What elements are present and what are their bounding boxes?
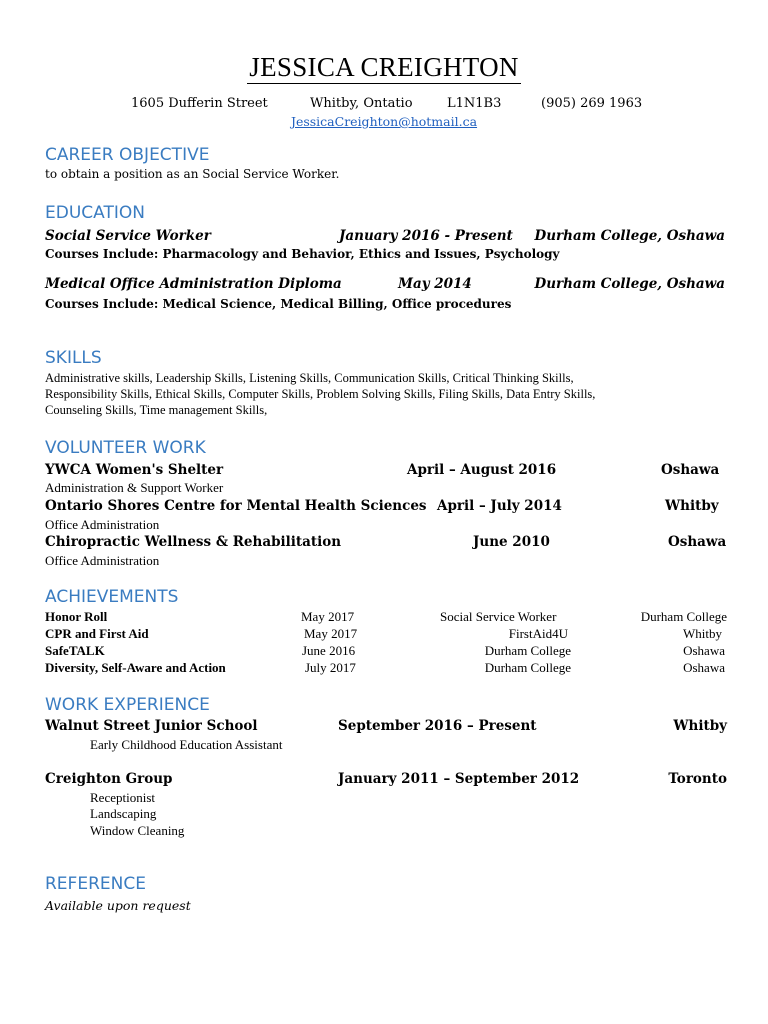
phone-number: (905) 269 1963	[541, 96, 643, 111]
achievement-date: May 2017	[301, 609, 355, 624]
skills-line: Responsibility Skills, Ethical Skills, Computer Skills, Problem Solving Skills, Filing Skills, Data Entry Skills,	[45, 387, 596, 401]
achievement-source: Social Service Worker	[440, 609, 557, 624]
volunteer-location: Oshawa	[661, 462, 720, 478]
volunteer-dates: April – July 2014	[437, 498, 562, 514]
work-role: Receptionist	[90, 790, 155, 805]
resume-name	[0, 52, 768, 83]
work-employer: Creighton Group	[45, 771, 173, 787]
street-address: 1605 Dufferin Street	[131, 96, 268, 111]
career-objective-text: to obtain a position as an Social Service Worker.	[45, 167, 340, 181]
achievement-location: Oshawa	[683, 643, 725, 658]
achievement-date: May 2017	[304, 626, 358, 641]
volunteer-dates: June 2010	[473, 534, 550, 550]
volunteer-org: Ontario Shores Centre for Mental Health Sciences	[45, 498, 427, 514]
volunteer-location: Oshawa	[668, 534, 727, 550]
email-link[interactable]: JessicaCreighton@hotmail.ca	[290, 114, 478, 129]
volunteer-org: Chiropractic Wellness & Rehabilitation	[45, 534, 342, 550]
education-dates: May 2014	[398, 276, 472, 292]
achievements-heading: ACHIEVEMENTS	[45, 587, 179, 607]
work-experience-heading: WORK EXPERIENCE	[45, 695, 210, 715]
achievement-date: June 2016	[302, 643, 356, 658]
work-dates: January 2011 – September 2012	[338, 771, 580, 787]
name-text: JESSICA CREIGHTON	[249, 52, 519, 82]
work-role: Early Childhood Education Assistant	[90, 737, 283, 752]
work-location: Toronto	[668, 771, 727, 787]
volunteer-dates: April – August 2016	[407, 462, 557, 478]
email-row	[0, 114, 768, 129]
achievement-location: Durham College	[640, 609, 727, 624]
achievement-date: July 2017	[305, 660, 356, 675]
volunteer-location: Whitby	[665, 498, 719, 514]
work-dates: September 2016 – Present	[338, 718, 537, 734]
volunteer-role: Administration & Support Worker	[45, 480, 224, 495]
skills-line: Counseling Skills, Time management Skills,	[45, 403, 268, 417]
volunteer-org: YWCA Women's Shelter	[45, 462, 224, 478]
education-program: Medical Office Administration Diploma	[45, 276, 342, 292]
achievement-title: CPR and First Aid	[45, 626, 149, 641]
postal-code: L1N1B3	[447, 96, 502, 111]
achievement-source: Durham College	[484, 643, 571, 658]
education-school: Durham College, Oshawa	[534, 228, 725, 244]
achievement-title: Honor Roll	[45, 609, 108, 624]
work-role: Landscaping	[90, 806, 157, 821]
volunteer-role: Office Administration	[45, 553, 160, 568]
work-location: Whitby	[673, 718, 727, 734]
volunteer-heading: VOLUNTEER WORK	[45, 438, 206, 458]
achievement-location: Oshawa	[683, 660, 725, 675]
education-courses: Courses Include: Pharmacology and Behavior, Ethics and Issues, Psychology	[45, 247, 560, 261]
education-heading: EDUCATION	[45, 203, 145, 223]
education-courses: Courses Include: Medical Science, Medical Billing, Office procedures	[45, 297, 512, 311]
education-dates: January 2016 - Present	[339, 228, 513, 244]
achievement-location: Whitby	[683, 626, 722, 641]
skills-line: Administrative skills, Leadership Skills, Listening Skills, Communication Skills, Critical Thinking Skills,	[45, 371, 574, 385]
career-objective-heading: CAREER OBJECTIVE	[45, 145, 210, 165]
volunteer-role: Office Administration	[45, 517, 160, 532]
work-employer: Walnut Street Junior School	[45, 718, 258, 734]
achievement-source: FirstAid4U	[508, 626, 568, 641]
reference-text: Available upon request	[45, 898, 191, 913]
reference-heading: REFERENCE	[45, 874, 146, 894]
achievement-title: SafeTALK	[45, 643, 105, 658]
city-province: Whitby, Ontatio	[310, 96, 413, 111]
education-school: Durham College, Oshawa	[534, 276, 725, 292]
achievement-title: Diversity, Self-Aware and Action	[45, 660, 226, 675]
education-program: Social Service Worker	[45, 228, 211, 244]
skills-heading: SKILLS	[45, 348, 102, 368]
achievement-source: Durham College	[484, 660, 571, 675]
work-role: Window Cleaning	[90, 823, 185, 838]
